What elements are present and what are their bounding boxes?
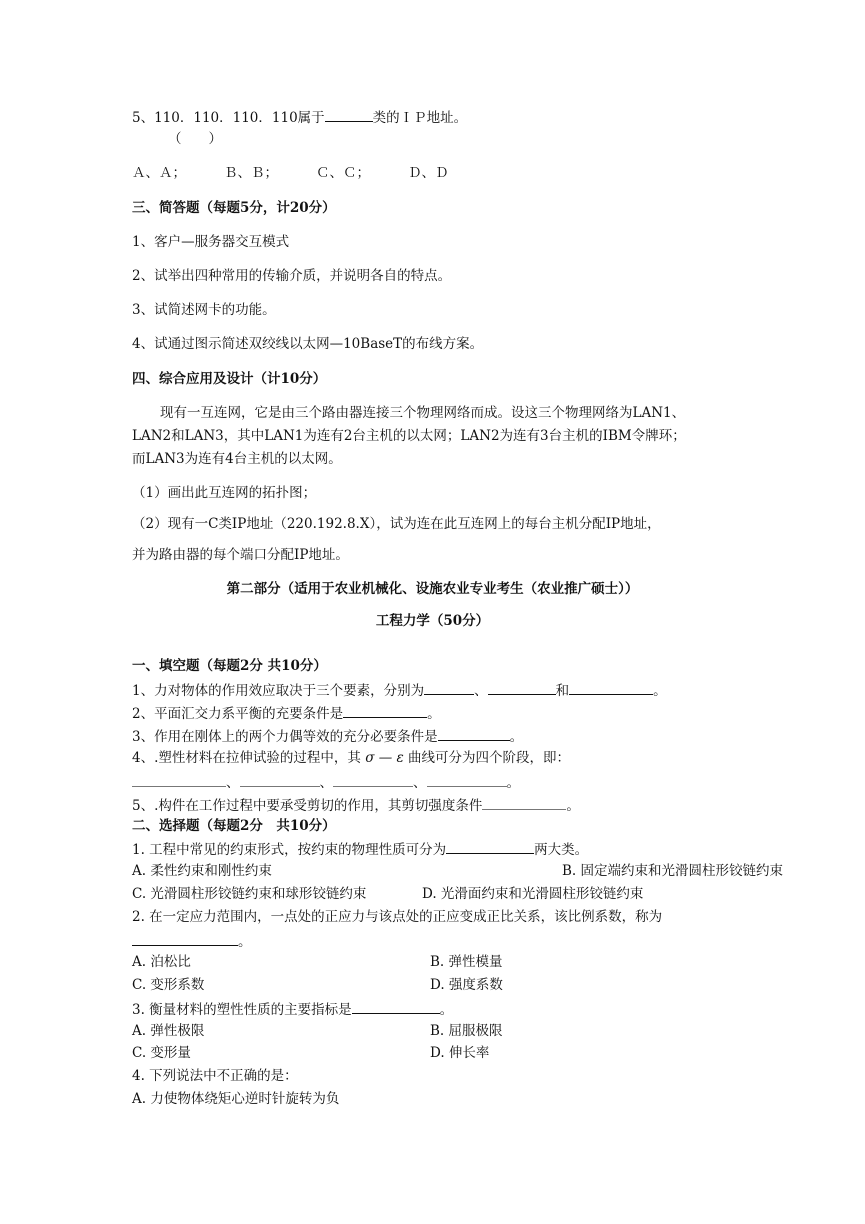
option-a: A. 力使物体绕矩心逆时针旋转为负 bbox=[132, 1091, 340, 1107]
option-b: B. 固定端约束和光滑圆柱形铰链约束 bbox=[562, 863, 784, 879]
question-text: 2、平面汇交力系平衡的充要条件是 bbox=[132, 706, 344, 722]
answer-blank[interactable] bbox=[325, 107, 373, 122]
option-b: B. 屈服极限 bbox=[430, 1023, 503, 1039]
options-row bbox=[132, 1044, 490, 1062]
separator: 。 bbox=[566, 798, 580, 814]
question-text: 类的ＩＰ地址。 bbox=[372, 110, 468, 126]
section-heading: 二、选择题（每题2分 共10分） bbox=[132, 818, 336, 834]
fill-question-2 bbox=[132, 703, 441, 723]
separator: 。 bbox=[506, 775, 520, 791]
section-heading: 一、填空题（每题2分 共10分） bbox=[132, 658, 327, 674]
sub-question: （2）现有一C类IP地址（220.192.8.X），试为连在此互连网上的每台主机分配IP地址， bbox=[132, 516, 661, 532]
fill-question-3 bbox=[132, 726, 523, 746]
question-text: 4、.塑性材料在拉伸试验的过程中，其 bbox=[132, 750, 361, 766]
paragraph-line: 现有一互连网，它是由三个路由器连接三个物理网络而成。设这三个物理网络为LAN1、 bbox=[160, 405, 686, 421]
option-d: D. 伸长率 bbox=[430, 1045, 490, 1061]
question-5 bbox=[132, 107, 467, 127]
separator: 。 bbox=[238, 934, 252, 950]
short-answer-item: 4、试通过图示简述双绞线以太网—10BaseT的布线方案。 bbox=[132, 336, 484, 352]
option-a: Ａ、Ａ； bbox=[132, 165, 186, 181]
separator: 、 bbox=[226, 775, 240, 791]
sub-question: 并为路由器的每个端口分配IP地址。 bbox=[132, 547, 349, 563]
answer-blank[interactable] bbox=[343, 703, 427, 718]
options-row bbox=[132, 885, 644, 903]
separator: 。 bbox=[509, 729, 524, 745]
option-c: C. 变形量 bbox=[132, 1045, 191, 1061]
short-answer-item: 1、客户—服务器交互模式 bbox=[132, 234, 290, 250]
answer-blank[interactable] bbox=[333, 772, 413, 787]
question-text: 5、.构件在工作过程中要承受剪切的作用，其剪切强度条件 bbox=[132, 798, 483, 814]
paragraph-line: 而LAN3为连有4台主机的以太网。 bbox=[132, 451, 342, 467]
answer-blank[interactable] bbox=[438, 726, 510, 741]
separator: 、 bbox=[474, 683, 488, 699]
choice-question-2-blank bbox=[132, 931, 252, 951]
separator: 、 bbox=[413, 775, 427, 791]
question-text: 1. 工程中常见的约束形式，按约束的物理性质可分为 bbox=[132, 842, 447, 858]
fill-question-5 bbox=[132, 795, 580, 815]
separator: 。 bbox=[427, 706, 441, 722]
option-a: A. 泊松比 bbox=[132, 954, 191, 970]
option-c: C. 光滑圆柱形铰链约束和球形铰链约束 bbox=[132, 886, 367, 902]
option-d: D. 强度系数 bbox=[430, 977, 503, 993]
choice-question-4: 4. 下列说法中不正确的是： bbox=[132, 1068, 298, 1084]
option-d: D. 光滑面约束和光滑圆柱形铰链约束 bbox=[422, 886, 644, 902]
sub-question: （1）画出此互连网的拓扑图； bbox=[132, 485, 317, 501]
question-text: 1、力对物体的作用效应取决于三个要素，分别为 bbox=[132, 683, 425, 699]
option-d: Ｄ、Ｄ bbox=[408, 165, 449, 181]
answer-blank[interactable] bbox=[488, 680, 556, 695]
answer-blank[interactable] bbox=[569, 680, 653, 695]
options-row bbox=[132, 164, 449, 182]
short-answer-item: 2、试举出四种常用的传输介质，并说明各自的特点。 bbox=[132, 268, 452, 284]
paragraph-line: LAN2和LAN3，其中LAN1为连有2台主机的以太网；LAN2为连有3台主机的IBM令牌环； bbox=[132, 428, 686, 444]
question-text: 两大类。 bbox=[534, 842, 589, 858]
part-title: 第二部分（适用于农业机械化、设施农业专业考生（农业推广硕士）） bbox=[226, 581, 639, 597]
options-row bbox=[132, 976, 503, 994]
answer-blank[interactable] bbox=[482, 795, 566, 810]
part-subtitle: 工程力学（50分） bbox=[375, 613, 490, 629]
option-c: C. 变形系数 bbox=[132, 977, 205, 993]
question-text: 3. 衡量材料的塑性性质的主要指标是 bbox=[132, 1002, 352, 1018]
answer-blank[interactable] bbox=[132, 931, 238, 946]
question-text: 曲线可分为四个阶段，即： bbox=[408, 750, 571, 766]
option-b: B. 弹性模量 bbox=[430, 954, 503, 970]
fill-question-4 bbox=[132, 749, 570, 767]
separator: 。 bbox=[653, 683, 667, 699]
section-heading: 四、综合应用及设计（计10分） bbox=[132, 371, 327, 387]
options-row bbox=[132, 953, 503, 971]
choice-question-2: 2. 在一定应力范围内，一点处的正应力与该点处的正应变成正比关系，该比例系数，称为 bbox=[132, 909, 663, 925]
answer-blank[interactable] bbox=[240, 772, 320, 787]
choice-question-3 bbox=[132, 999, 453, 1019]
fill-question-4-blanks bbox=[132, 772, 520, 792]
answer-blank[interactable] bbox=[424, 680, 474, 695]
answer-blank[interactable] bbox=[427, 772, 507, 787]
fill-question-1 bbox=[132, 680, 667, 700]
separator: 。 bbox=[439, 1002, 454, 1018]
question-text: 3、作用在刚体上的两个力偶等效的充分必要条件是 bbox=[132, 729, 438, 745]
separator: 、 bbox=[319, 775, 333, 791]
options-row bbox=[132, 862, 784, 880]
choice-question-1 bbox=[132, 839, 588, 859]
options-row bbox=[132, 1022, 503, 1040]
option-c: Ｃ、Ｃ； bbox=[316, 165, 370, 181]
option-a: A. 柔性约束和刚性约束 bbox=[132, 863, 272, 879]
question-text: 5、110．110．110．110属于 bbox=[132, 110, 325, 126]
answer-blank[interactable] bbox=[132, 772, 226, 787]
stress-strain-symbol: σ — ε bbox=[365, 750, 404, 766]
answer-paren: （ ） bbox=[168, 131, 222, 147]
answer-blank[interactable] bbox=[446, 839, 534, 854]
separator: 和 bbox=[555, 683, 570, 699]
section-heading: 三、简答题（每题5分，计20分） bbox=[132, 200, 336, 216]
option-a: A. 弹性极限 bbox=[132, 1023, 205, 1039]
short-answer-item: 3、试简述网卡的功能。 bbox=[132, 302, 276, 318]
option-b: Ｂ、Ｂ； bbox=[224, 165, 278, 181]
answer-blank[interactable] bbox=[352, 999, 440, 1014]
